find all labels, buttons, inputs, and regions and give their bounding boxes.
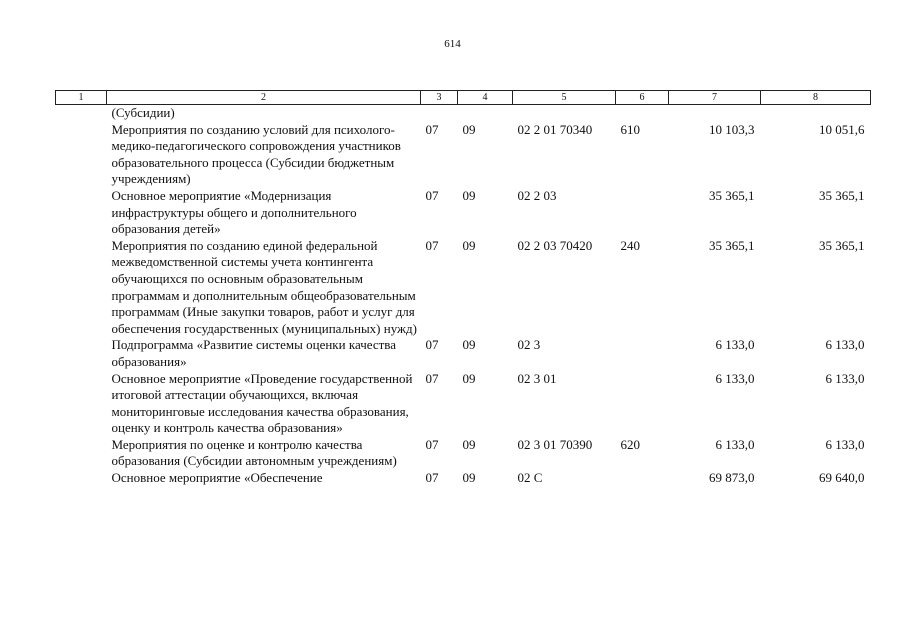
subsection-code: 09: [462, 337, 476, 353]
empty-cell: [56, 105, 107, 122]
item-name: Подпрограмма «Развитие системы оценки качества образования»: [111, 337, 397, 369]
column-number: 3: [421, 91, 458, 105]
section-code: [421, 105, 458, 122]
column-number: 1: [56, 91, 107, 105]
page-number: 614: [444, 38, 461, 50]
item-name: (Субсидии): [111, 105, 175, 120]
table-row: [56, 337, 871, 370]
table-row: [56, 437, 871, 470]
amount-year-1: [669, 105, 761, 122]
amount-year-1: 35 365,1: [709, 187, 755, 203]
subsection-code: 09: [462, 370, 476, 386]
amount-year-2: 35 365,1: [819, 187, 865, 203]
amount-year-2: 69 640,0: [819, 470, 865, 486]
amount-year-1: 6 133,0: [715, 370, 755, 386]
section-code: 07: [425, 370, 439, 386]
table-row: [56, 122, 871, 188]
target-article-code: 02 3 01 70390: [517, 436, 593, 452]
table-row: [56, 470, 871, 487]
table-row: [56, 105, 871, 122]
empty-cell: [56, 122, 107, 188]
item-name: Мероприятия по созданию единой федеральной межведомственной системы учета контингента обучающихся по основным образовательным программам и дополнительным общеобразовательным программам (Иные закупки товаров, работ и услуг для обеспечения государственных (муниципальных) нужд): [111, 237, 417, 336]
amount-year-1: 69 873,0: [709, 470, 755, 486]
table-row: [56, 371, 871, 437]
section-code: 07: [425, 121, 439, 137]
target-article-code: 02 С: [517, 470, 543, 486]
expense-type-code: [616, 337, 669, 370]
amount-year-1: 6 133,0: [715, 436, 755, 452]
target-article-code: 02 2 03: [517, 187, 557, 203]
subsection-code: 09: [462, 470, 476, 486]
subsection-code: 09: [462, 121, 476, 137]
column-number: 7: [669, 91, 761, 105]
subsection-code: 09: [462, 436, 476, 452]
item-name: Основное мероприятие «Проведение государственной итоговой аттестации обучающихся, включая мониторинговые исследования качества образования, оценку и контроль качества образования»: [111, 370, 413, 436]
column-number-row: [56, 91, 871, 105]
target-article-code: 02 2 01 70340: [517, 121, 593, 137]
target-article-code: 02 2 03 70420: [517, 237, 593, 253]
target-article-code: [513, 105, 616, 122]
section-code: 07: [425, 470, 439, 486]
amount-year-1: 6 133,0: [715, 337, 755, 353]
amount-year-2: [761, 105, 871, 122]
item-name: Основное мероприятие «Модернизация инфраструктуры общего и дополнительного образования детей»: [111, 187, 357, 237]
expense-type-code: [616, 105, 669, 122]
column-number: 5: [513, 91, 616, 105]
amount-year-2: 6 133,0: [825, 370, 865, 386]
subsection-code: 09: [462, 237, 476, 253]
amount-year-2: 6 133,0: [825, 436, 865, 452]
expense-type-code: [616, 188, 669, 238]
section-code: 07: [425, 337, 439, 353]
expense-type-code: 610: [620, 121, 640, 137]
empty-cell: [56, 437, 107, 470]
table-row: [56, 238, 871, 338]
item-name: Основное мероприятие «Обеспечение: [111, 470, 323, 486]
budget-table: [55, 90, 871, 487]
target-article-code: 02 3: [517, 337, 541, 353]
target-article-code: 02 3 01: [517, 370, 557, 386]
column-number: 6: [616, 91, 669, 105]
empty-cell: [56, 238, 107, 338]
table-row: [56, 188, 871, 238]
amount-year-2: 10 051,6: [819, 121, 865, 137]
column-number: 2: [107, 91, 421, 105]
item-name: Мероприятия по оценке и контролю качества образования (Субсидии автономным учреждениям): [111, 436, 397, 469]
amount-year-2: 6 133,0: [825, 337, 865, 353]
subsection-code: [458, 105, 513, 122]
empty-cell: [56, 337, 107, 370]
expense-type-code: [616, 371, 669, 437]
amount-year-1: 35 365,1: [709, 237, 755, 253]
section-code: 07: [425, 237, 439, 253]
item-name: Мероприятия по созданию условий для психолого-медико-педагогического сопровождения участников образовательного процесса (Субсидии бюджетным учреждениям): [111, 121, 401, 187]
empty-cell: [56, 188, 107, 238]
subsection-code: 09: [462, 187, 476, 203]
expense-type-code: 620: [620, 436, 640, 452]
column-number: 4: [458, 91, 513, 105]
empty-cell: [56, 470, 107, 487]
amount-year-1: 10 103,3: [709, 121, 755, 137]
empty-cell: [56, 371, 107, 437]
section-code: 07: [425, 436, 439, 452]
column-number: 8: [761, 91, 871, 105]
expense-type-code: 240: [620, 237, 640, 253]
amount-year-2: 35 365,1: [819, 237, 865, 253]
expense-type-code: [616, 470, 669, 487]
table-body: [56, 105, 871, 487]
section-code: 07: [425, 187, 439, 203]
